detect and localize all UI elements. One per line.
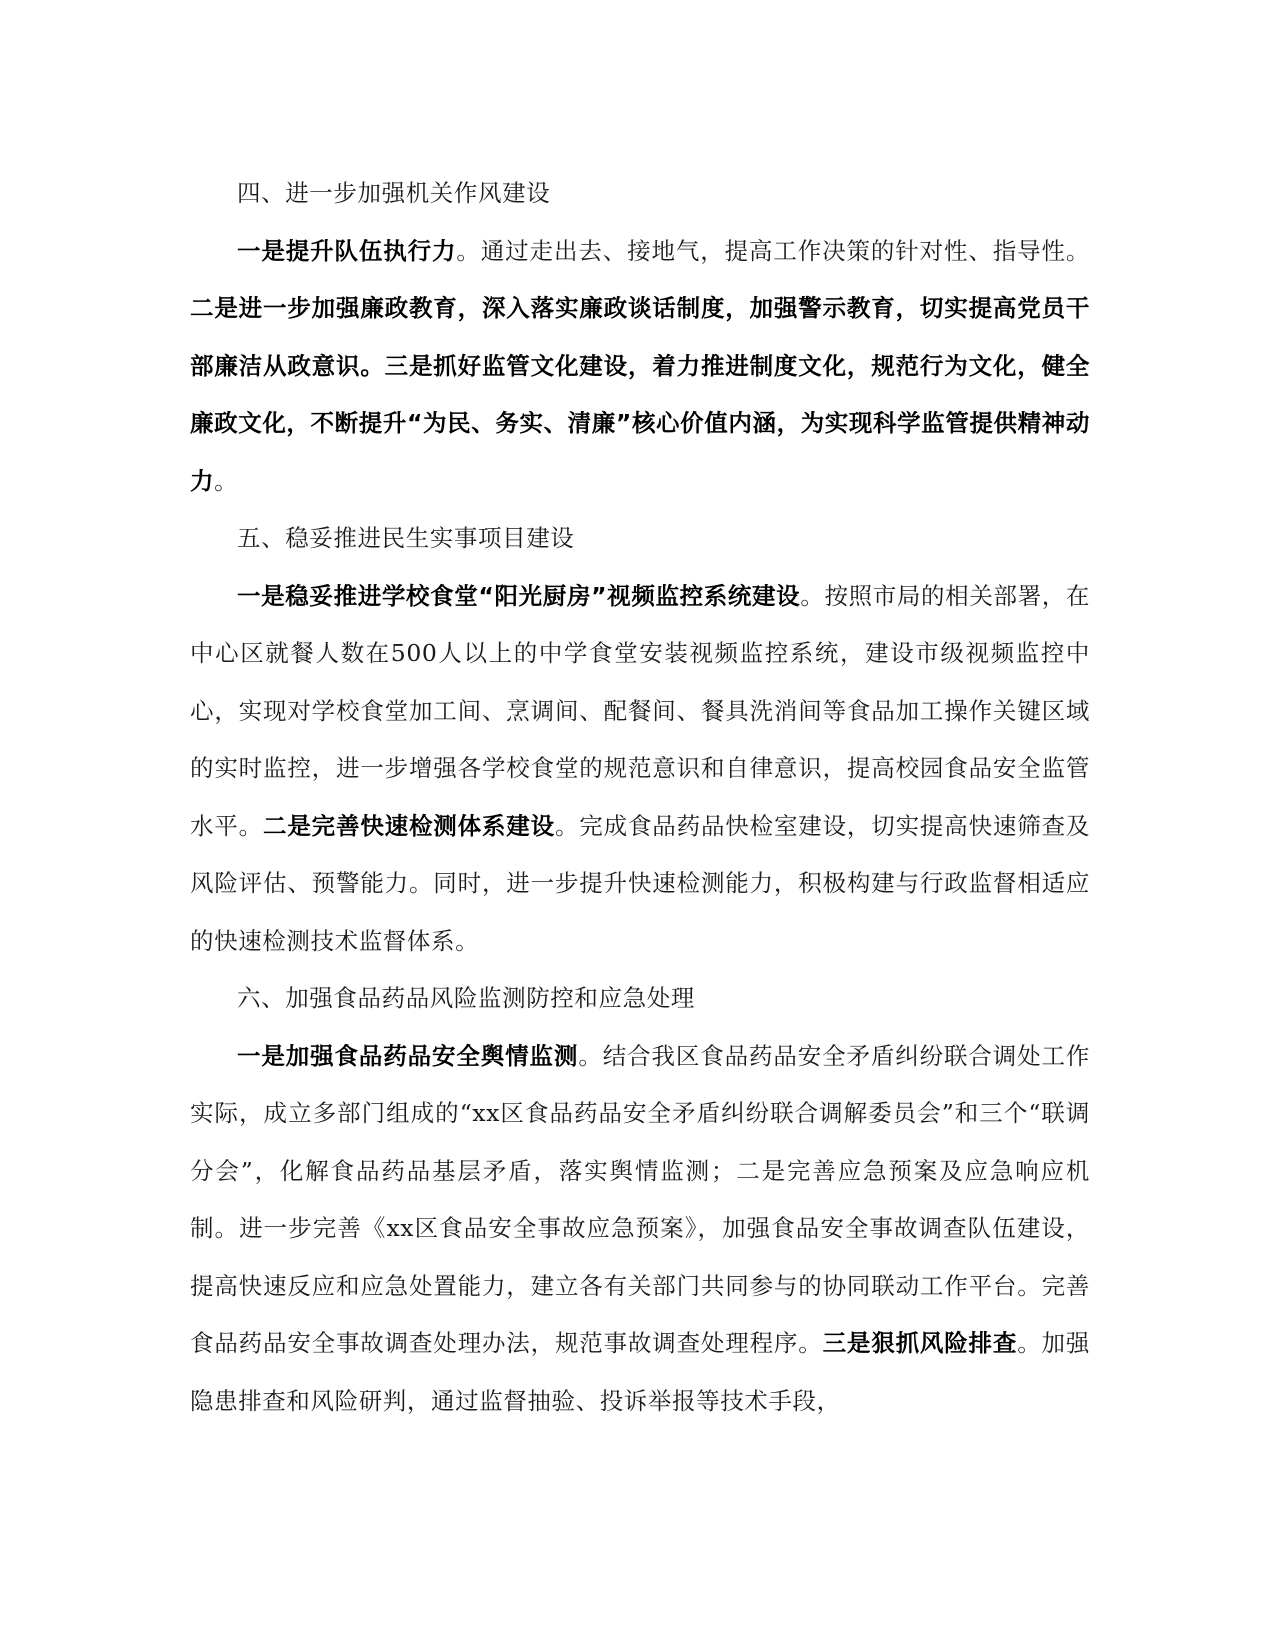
bold-run: 一是稳妥推进学校食堂“阳光厨房”视频监控系统建设 [237, 581, 801, 610]
text-run: 。加强隐患排查和风险研判，通过监督抽验、投诉举报等技术手段， [190, 1329, 1090, 1415]
bold-run: 二是进一步加强廉政教育，深入落实廉政谈话制度，加强警示教育，切实提高党员干部廉洁从政意识。三是抓好监管文化建设，着力推进制度文化，规范行为文化，健全廉政文化，不断提升“为民、务实、清廉”核心价值内涵，为实现科学监管提供精神动力 [190, 294, 1090, 495]
section-heading-5: 五、稳妥推进民生实事项目建设 [237, 524, 575, 552]
section-heading-6: 六、加强食品药品风险监测防控和应急处理 [237, 984, 695, 1012]
bold-run: 一是提升队伍执行力 [237, 236, 457, 265]
bold-run: 三是狠抓风险排查 [822, 1329, 1018, 1357]
bold-run: 一是加强食品药品安全舆情监测 [237, 1041, 579, 1070]
text-run: 。通过走出去、接地气，提高工作决策的针对性、指导性。 [456, 236, 1090, 265]
section-paragraph-5 [190, 568, 1090, 971]
section-paragraph-6 [190, 1028, 1090, 1431]
section-heading-4: 四、进一步加强机关作风建设 [237, 179, 551, 207]
text-run: 。 [214, 466, 239, 495]
section-paragraph-4 [190, 223, 1090, 511]
document-body [190, 165, 1090, 1430]
text-run: 。完成食品药品快检室建设，切实提高快速筛查及风险评估、预警能力。同时，进一步提升快速检测能力，积极构建与行政监督相适应的快速检测技术监督体系。 [190, 811, 1090, 955]
text-run: 。结合我区食品药品安全矛盾纠纷联合调处工作实际，成立多部门组成的“xx区食品药品安全矛盾纠纷联合调解委员会”和三个“联调分会”，化解食品药品基层矛盾，落实舆情监测；二是完善应急预案及应急响应机制。进一步完善《xx区食品安全事故应急预案》，加强食品安全事故调查队伍建设，提高快速反应和应急处置能力，建立各有关部门共同参与的协同联动工作平台。完善食品药品安全事故调查处理办法，规范事故调查处理程序。 [190, 1041, 1090, 1357]
text-run: 。按照市局的相关部署，在中心区就餐人数在500人以上的中学食堂安装视频监控系统，建设市级视频监控中心，实现对学校食堂加工间、烹调间、配餐间、餐具洗消间等食品加工操作关键区域的实时监控，进一步增强各学校食堂的规范意识和自律意识，提高校园食品安全监管水平。 [190, 581, 1090, 840]
bold-run: 二是完善快速检测体系建设 [263, 811, 555, 840]
